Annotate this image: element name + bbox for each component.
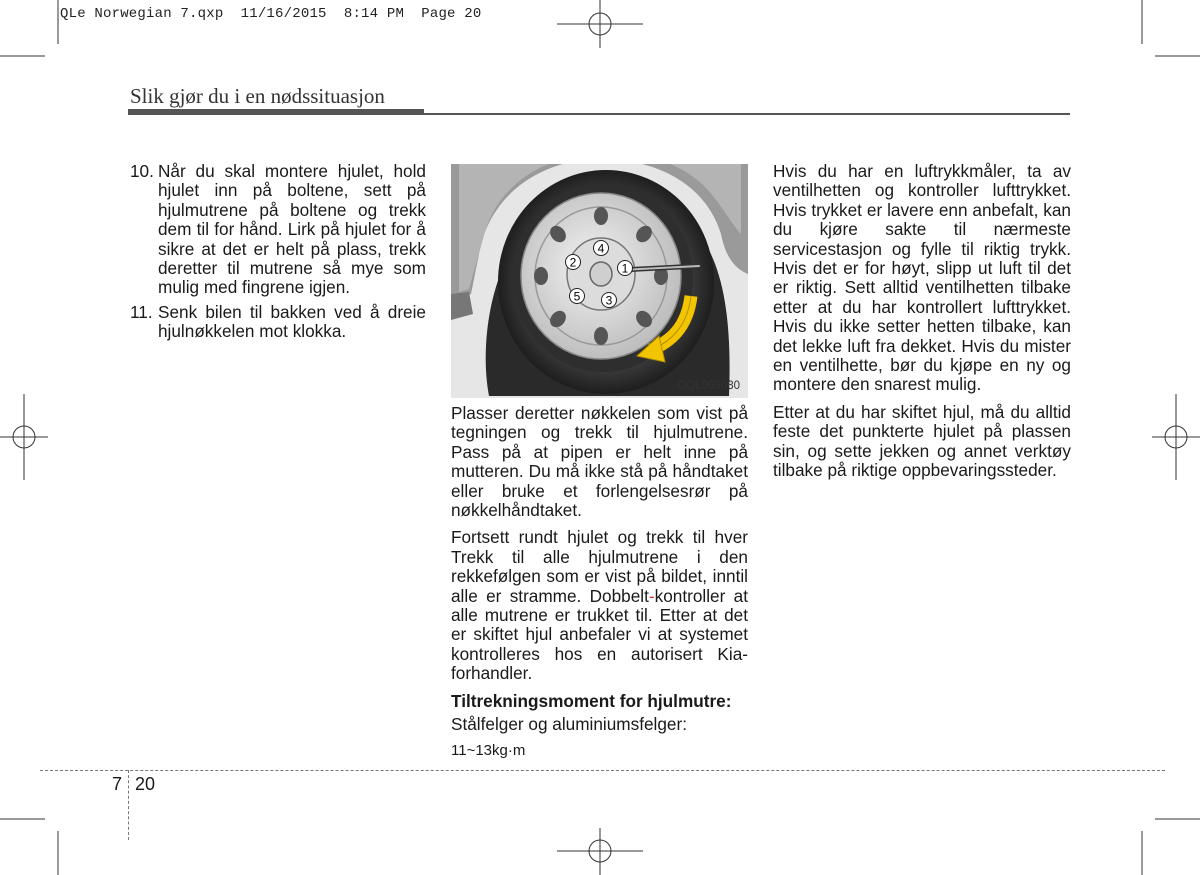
list-text: Når du skal montere hjulet, hold hjulet inn på boltene, sett på hjulmutrene på boltene og trekk dem til for hånd. Lirk på hjulet for å sikre at det er helt på plass, trekk deretter til mutrene så mye som mulig med fingrene igjen.: [158, 161, 426, 298]
torque-heading: Tiltrekningsmoment for hjulmutre:: [451, 690, 732, 711]
page-number: 20: [135, 774, 156, 794]
paragraph: Etter at du har skiftet hjul, må du alltid feste det punkterte hjulet på plassen sin, og sette jekken og annet verktøy tilbake på riktige oppbevaringssteder.: [773, 401, 1071, 481]
paragraph: [451, 528, 748, 683]
registration-target-bottom: [557, 828, 643, 875]
torque-value: 11~13kg·m: [451, 741, 526, 759]
svg-text:3: 3: [605, 293, 613, 308]
left-column: [130, 162, 426, 347]
nut-label-5: [570, 289, 585, 304]
svg-text:4: 4: [597, 241, 605, 256]
registration-target-top: [557, 0, 643, 48]
wheel-figure: [451, 164, 748, 398]
list-number: 10.: [130, 161, 154, 181]
footer-vertical-divider: [128, 770, 129, 840]
svg-text:5: 5: [573, 289, 581, 304]
paragraph: Hvis du har en luftrykkmåler, ta av ventilhetten og kontroller lufttrykket. Hvis trykket er lavere enn anbefalt, kan du kjøre sakte til nærmeste servicestasjon og fylle til riktig trykk. Hvis det er for høyt, slipp ut luft til det er riktig. Sett alltid ventilhetten tilbake etter at du har kontrollert lufttrykket. Hvis du ikke setter hetten tilbake, kan det lekke luft fra dekket. Hvis du mister en ventilhette, bør du kjøpe en ny og montere den snarest mulig.: [773, 161, 1071, 395]
list-item: [130, 303, 426, 342]
rim-types: Stålfelger og aluminiumsfelger:: [451, 714, 687, 735]
title-rule: [128, 109, 424, 115]
nut-label-1: [618, 261, 633, 276]
paragraph-text: kontroller at alle mutrene er trukket til. Etter at det er skiftet hjul anbefaler vi at systemet kontrolleres hos en autorisert Kia-forhandler.: [451, 585, 748, 684]
right-column: [773, 162, 1071, 489]
wheel-illustration: [451, 164, 748, 398]
svg-text:2: 2: [569, 255, 577, 270]
svg-text:1: 1: [621, 261, 629, 276]
middle-column: [451, 404, 748, 768]
nut-label-3: [602, 293, 617, 308]
nut-label-4: [594, 241, 609, 256]
registration-target-left: [0, 394, 48, 480]
figure-code: OQL065030: [677, 380, 740, 392]
registration-target-right: [1152, 394, 1200, 480]
nut-label-2: [566, 255, 581, 270]
list-number: 11.: [130, 301, 153, 322]
list-text: Senk bilen til bakken ved å dreie hjulnøkkelen mot klokka.: [158, 301, 426, 342]
footer-divider: [40, 770, 1165, 771]
printer-header: QLe Norwegian 7.qxp 11/16/2015 8:14 PM Page 20: [60, 6, 482, 22]
hyphen-mark: -: [648, 585, 655, 606]
title-rule-extension: [424, 113, 1070, 115]
paragraph-text: Fortsett rundt hjulet og trekk til hver Trekk til alle hjulmutrene i den rekkefølgen som er vist på bildet, inntil alle er stramme. Dobbelt: [451, 527, 748, 606]
paragraph: Plasser deretter nøkkelen som vist på tegningen og trekk til hjulmutrene. Pass på at pipen er helt inne på mutteren. Du må ikke stå på håndtaket eller bruke et forlengelsesrør på nøkkelhåndtaket.: [451, 403, 748, 521]
chapter-number: 7: [112, 774, 123, 794]
list-item: [130, 162, 426, 298]
section-title: Slik gjør du i en nødssituasjon: [130, 84, 385, 108]
